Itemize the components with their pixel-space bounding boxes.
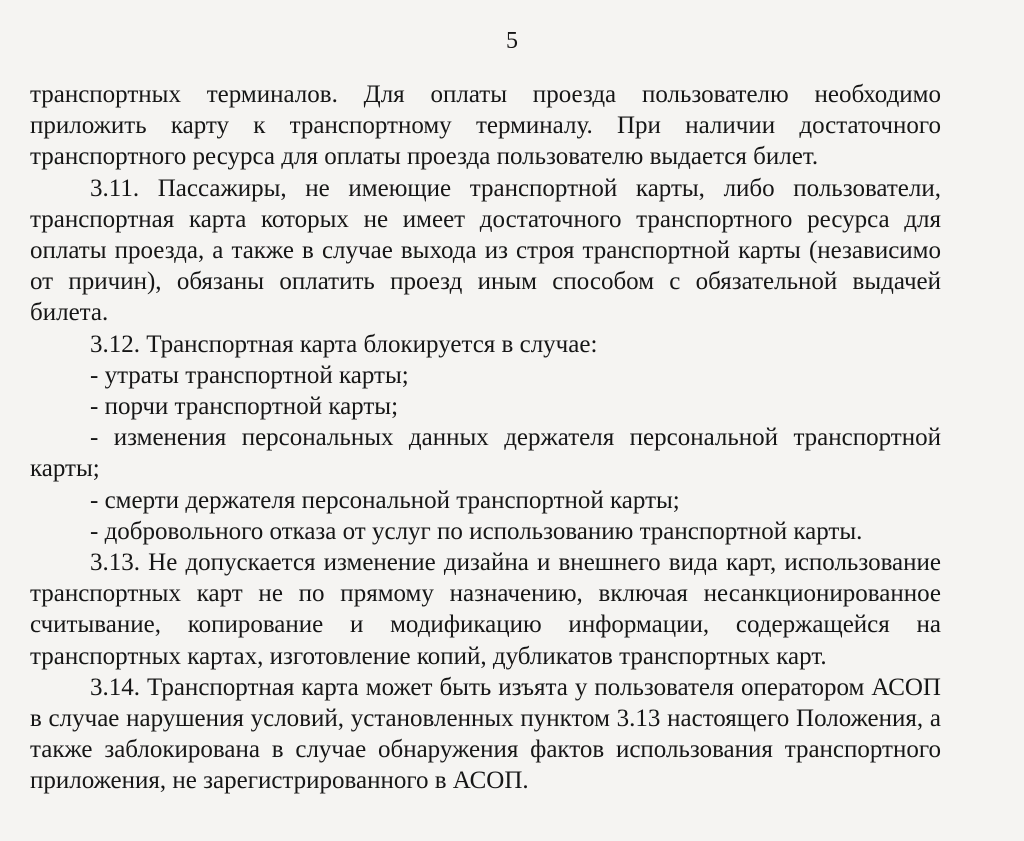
page-number: 5 [506,28,518,54]
paragraph-3-11: 3.11. Пассажиры, не имеющие транспортной карты, либо пользователи, транспортная карта которых не имеет достаточного транспортного ресурса для оплаты проезда, а также в случае выхода из строя транспортной карты (независимо от причин), обязаны оплатить проезд иным способом с обязательной выдачей билета. [30,174,941,327]
paragraph-3-12: 3.12. Транспортная карта блокируется в случае: [90,330,598,358]
list-item-death: - смерти держателя персональной транспортной карты; [90,486,680,514]
list-item-damage: - порчи транспортной карты; [90,393,399,421]
document-body [30,79,941,797]
paragraph-3-13: 3.13. Не допускается изменение дизайна и внешнего вида карт, использование транспортных карт не по прямому назначению, включая несанкционированное считывание, копирование и модификацию информации, содержащейся на транспортных картах, изготовление копий, дубликатов транспортных карт. [30,549,941,670]
paragraph-continuation: транспортных терминалов. Для оплаты проезда пользователю необходимо приложить карту к транспортному терминалу. При наличии достаточного транспортного ресурса для оплаты проезда пользователю выдается билет. [30,81,941,171]
list-item-data-change: - изменения персональных данных держателя персональной транспортной карты; [30,424,941,483]
paragraph-3-14: 3.14. Транспортная карта может быть изъята у пользователя оператором АСОП в случае нарушения условий, установленных пунктом 3.13 настоящего Положения, а также заблокирована в случае обнаружения фактов использования транспортного приложения, не зарегистрированного в АСОП. [30,673,941,795]
list-item-loss: - утраты транспортной карты; [90,361,409,389]
list-item-refusal: - добровольного отказа от услуг по использованию транспортной карты. [90,517,863,545]
